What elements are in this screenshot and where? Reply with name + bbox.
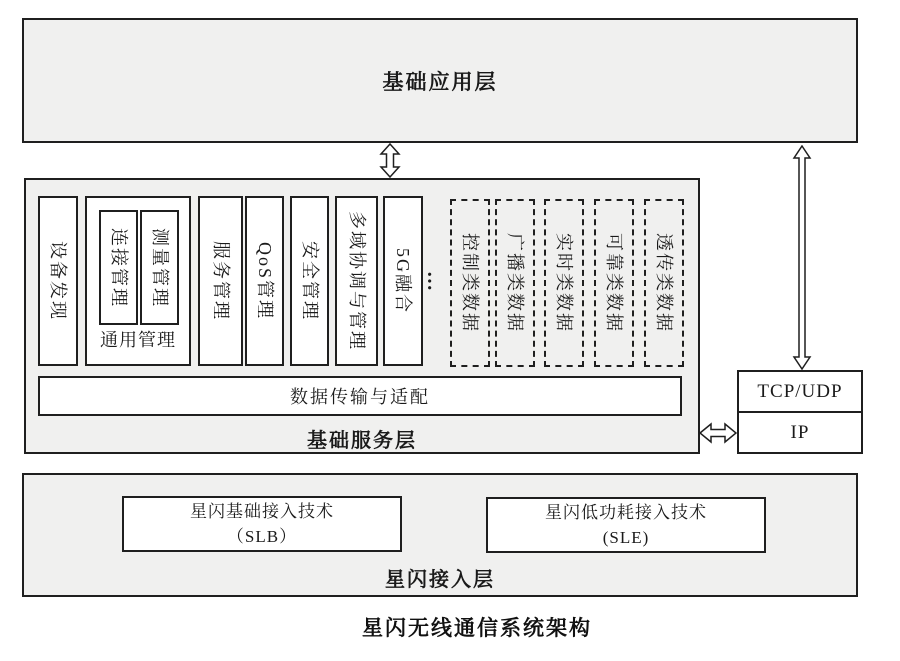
qos-management-box — [245, 196, 284, 366]
connection-management-label: 连接管理 — [108, 227, 129, 308]
data-transport-adaptation-bar — [38, 376, 682, 416]
realtime-data-label: 实时类数据 — [554, 233, 574, 333]
reliable-data-label: 可靠类数据 — [604, 233, 624, 333]
device-discovery-label: 设备发现 — [48, 241, 68, 321]
double-arrow-vertical-icon — [378, 143, 402, 178]
security-management-box — [290, 196, 329, 366]
sle-access-tech-line2: (SLE) — [602, 528, 650, 547]
service-layer-label: 基础服务层 — [307, 430, 417, 452]
5g-fusion-box — [383, 196, 423, 366]
measurement-management-box — [140, 210, 179, 325]
passthrough-data-box — [644, 199, 684, 367]
passthrough-data-label: 透传类数据 — [654, 233, 674, 333]
multidomain-coordination-box — [335, 196, 378, 366]
diagram-caption: 星闪无线通信系统架构 — [362, 617, 592, 640]
ip-box — [739, 411, 861, 452]
slb-access-tech-line1: 星闪基础接入技术 — [190, 501, 334, 521]
connection-management-box — [99, 210, 138, 325]
slb-access-tech-box — [122, 496, 402, 552]
service-management-label: 服务管理 — [210, 241, 231, 321]
realtime-data-box — [544, 199, 584, 367]
multidomain-coordination-label: 多域协调与管理 — [346, 211, 367, 351]
service-layer-label-row — [26, 424, 698, 453]
double-arrow-vertical-long-icon — [791, 145, 813, 370]
general-management-label: 通用管理 — [100, 330, 176, 350]
access-layer-label: 星闪接入层 — [385, 569, 495, 591]
control-data-box — [450, 199, 490, 367]
data-transport-adaptation-label: 数据传输与适配 — [290, 387, 430, 407]
measurement-management-label: 测量管理 — [149, 227, 170, 308]
service-layer-box — [24, 178, 700, 454]
ip-label: IP — [790, 421, 810, 443]
sle-access-tech-box — [486, 497, 766, 553]
sle-access-tech-line1: 星闪低功耗接入技术 — [545, 502, 707, 522]
slb-access-tech-line2: （SLB） — [226, 527, 298, 546]
application-layer-label: 基础应用层 — [382, 69, 498, 94]
device-discovery-box — [38, 196, 78, 366]
application-layer-box — [22, 18, 858, 143]
security-management-label: 安全管理 — [299, 241, 320, 321]
access-layer-box — [22, 473, 858, 597]
protocol-stack-box — [737, 370, 863, 454]
broadcast-data-label: 广播类数据 — [505, 233, 525, 333]
qos-management-label: QoS管理 — [254, 241, 275, 321]
more-modules-ellipsis: … — [423, 271, 445, 291]
tcp-udp-box — [739, 372, 861, 411]
double-arrow-horizontal-icon — [699, 421, 737, 445]
access-layer-label-row — [24, 563, 856, 592]
service-management-box — [198, 196, 243, 366]
tcp-udp-label: TCP/UDP — [757, 380, 843, 402]
reliable-data-box — [594, 199, 634, 367]
control-data-label: 控制类数据 — [460, 233, 480, 333]
broadcast-data-box — [495, 199, 535, 367]
5g-fusion-label: 5G融合 — [393, 248, 413, 314]
general-management-group-box — [85, 196, 191, 366]
